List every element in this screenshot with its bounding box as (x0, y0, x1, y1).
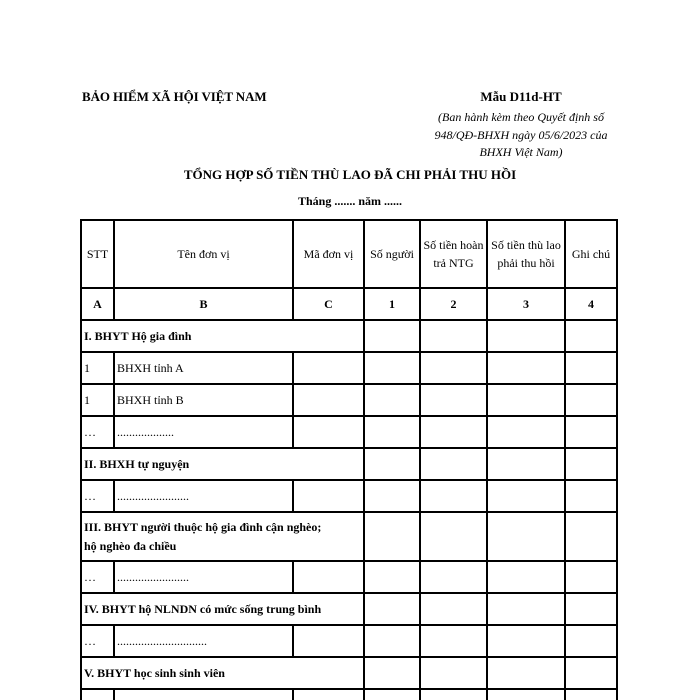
row-stt: 1 (81, 384, 114, 416)
table-cell (565, 480, 617, 512)
table-cell (487, 352, 565, 384)
table-cell (565, 320, 617, 352)
table-cell (420, 689, 487, 700)
table-row (81, 480, 617, 512)
section-row (81, 448, 617, 480)
row-stt: … (81, 416, 114, 448)
section-label: V. BHYT học sinh sinh viên (81, 657, 364, 689)
section-row (81, 320, 617, 352)
column-header-note: Ghi chú (565, 220, 617, 288)
section-label: II. BHXH tự nguyện (81, 448, 364, 480)
table-cell (487, 512, 565, 561)
table-cell (364, 320, 420, 352)
document-title: TỔNG HỢP SỐ TIỀN THÙ LAO ĐÃ CHI PHẢI THU HỒI (183, 167, 517, 182)
table-cell (420, 593, 487, 625)
table-cell (293, 352, 364, 384)
row-stt: … (81, 561, 114, 593)
section-row (81, 512, 617, 561)
column-header-people-count: Số người (364, 220, 420, 288)
table-row (81, 352, 617, 384)
table-cell (565, 657, 617, 689)
index-cell: 2 (420, 288, 487, 320)
column-header-unit-code: Mã đơn vị (293, 220, 364, 288)
index-cell: C (293, 288, 364, 320)
section-label-line: III. BHYT người thuộc hộ gia đình cận nghèo; (84, 519, 322, 534)
table-cell (364, 512, 420, 561)
table-cell (420, 657, 487, 689)
table-row (81, 625, 617, 657)
table-cell (487, 416, 565, 448)
table-cell (420, 561, 487, 593)
table-cell (364, 480, 420, 512)
section-label: I. BHYT Hộ gia đình (81, 320, 364, 352)
row-unit-name: ........................ (114, 561, 293, 593)
table-row (81, 561, 617, 593)
table-cell (364, 657, 420, 689)
table-row (81, 416, 617, 448)
table-cell (487, 625, 565, 657)
form-note (410, 109, 632, 162)
row-unit-name (114, 689, 293, 700)
table-cell (420, 352, 487, 384)
row-stt: … (81, 480, 114, 512)
table-cell (364, 384, 420, 416)
table-cell (364, 448, 420, 480)
row-stt: 1 (81, 352, 114, 384)
table-cell (565, 625, 617, 657)
row-unit-name: ........................ (114, 480, 293, 512)
table-cell (364, 593, 420, 625)
table-cell (565, 416, 617, 448)
table-cell (487, 561, 565, 593)
form-note-line: 948/QĐ-BHXH ngày 05/6/2023 của (434, 127, 608, 142)
table-cell (364, 689, 420, 700)
row-unit-name: ................... (114, 416, 293, 448)
form-note-line: BHXH Việt Nam) (479, 145, 563, 159)
table-cell (293, 384, 364, 416)
table-cell (420, 480, 487, 512)
table-cell (487, 689, 565, 700)
table-cell (364, 352, 420, 384)
column-header-refund-amount: Số tiền hoàn trả NTG (420, 220, 487, 288)
organization-name: BẢO HIỂM XÃ HỘI VIỆT NAM (82, 89, 267, 104)
column-header-recovery-amount: Số tiền thù lao phải thu hồi (487, 220, 565, 288)
table-cell (487, 657, 565, 689)
index-cell: B (114, 288, 293, 320)
table-cell (364, 416, 420, 448)
section-label: IV. BHYT hộ NLNDN có mức sống trung bình (81, 593, 364, 625)
table-cell (487, 384, 565, 416)
table-cell (565, 448, 617, 480)
row-unit-name: BHXH tỉnh B (114, 384, 293, 416)
index-cell: 1 (364, 288, 420, 320)
summary-table (80, 219, 618, 700)
table-cell (487, 480, 565, 512)
table-cell (565, 512, 617, 561)
index-cell: 3 (487, 288, 565, 320)
section-row (81, 593, 617, 625)
period-line: Tháng ....... năm ...... (297, 194, 403, 208)
table-row (81, 689, 617, 700)
row-unit-name: BHXH tỉnh A (114, 352, 293, 384)
form-note-line: (Ban hành kèm theo Quyết định số (438, 110, 604, 124)
table-row (81, 384, 617, 416)
table-cell (487, 320, 565, 352)
column-header-stt: STT (81, 220, 114, 288)
table-cell (487, 593, 565, 625)
table-cell (293, 416, 364, 448)
table-cell (420, 384, 487, 416)
section-row (81, 657, 617, 689)
table-cell (487, 448, 565, 480)
row-stt (81, 689, 114, 700)
table-cell (293, 689, 364, 700)
table-cell (565, 352, 617, 384)
index-row (81, 288, 617, 320)
table-cell (420, 448, 487, 480)
form-code: Mẫu D11d-HT (480, 89, 562, 104)
table-cell (293, 480, 364, 512)
table-cell (364, 625, 420, 657)
table-cell (420, 320, 487, 352)
table-cell (364, 561, 420, 593)
table-cell (420, 512, 487, 561)
table-cell (565, 689, 617, 700)
table-cell (420, 625, 487, 657)
table-cell (565, 561, 617, 593)
row-stt: … (81, 625, 114, 657)
row-unit-name: .............................. (114, 625, 293, 657)
table-cell (420, 416, 487, 448)
table-cell (293, 561, 364, 593)
section-label (81, 512, 364, 561)
index-cell: A (81, 288, 114, 320)
header-row (81, 220, 617, 288)
table-cell (565, 384, 617, 416)
column-header-unit-name: Tên đơn vị (114, 220, 293, 288)
table-cell (293, 625, 364, 657)
table-cell (565, 593, 617, 625)
index-cell: 4 (565, 288, 617, 320)
section-label-line: hộ nghèo đa chiều (84, 538, 177, 553)
